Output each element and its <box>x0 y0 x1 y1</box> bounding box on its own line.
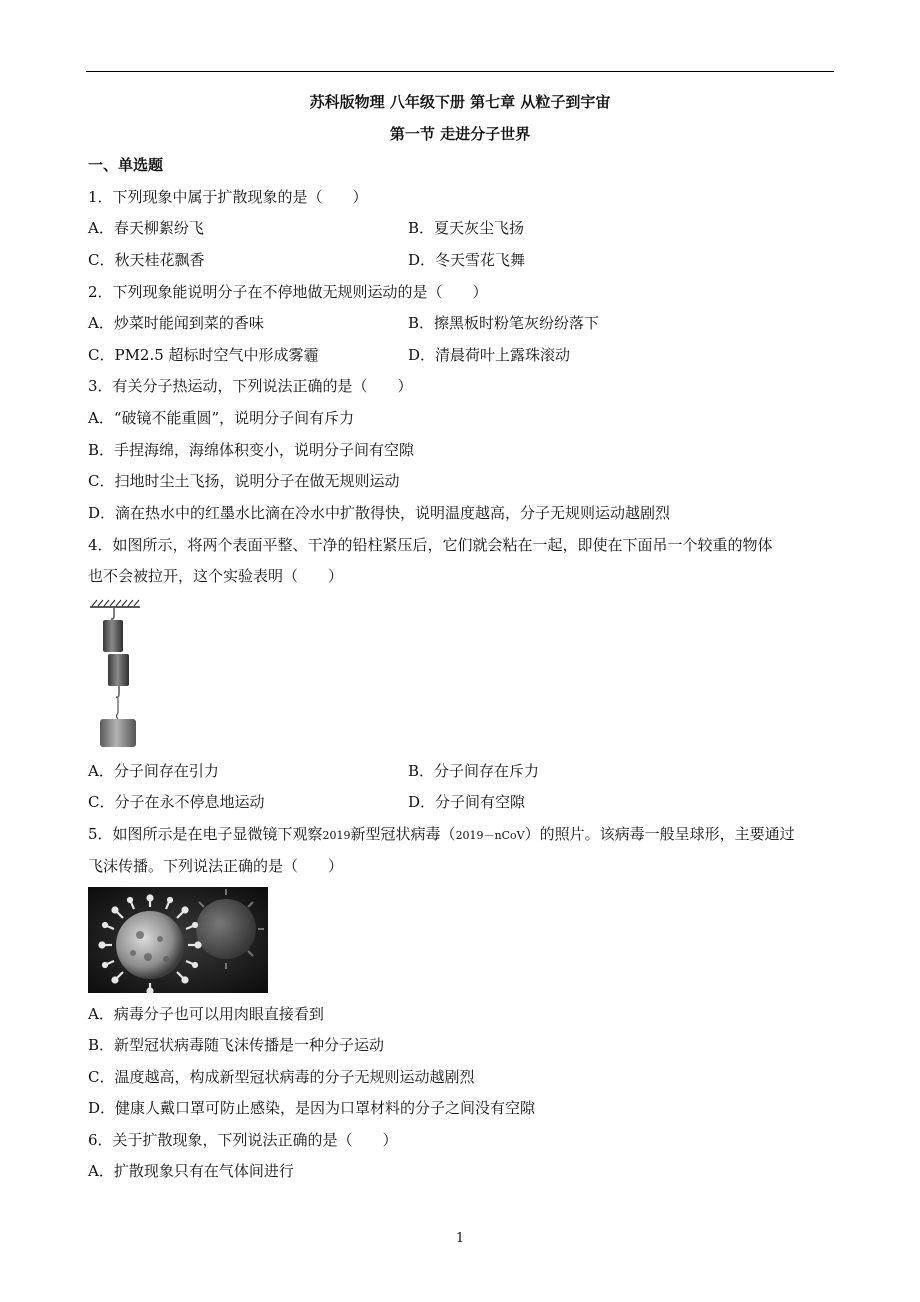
question-5-stem-line-1: 5．如图所示是在电子显微镜下观察2019新型冠状病毒（2019－nCoV）的照片。该病毒一般呈球形，主要通过 <box>88 825 795 843</box>
question-3-option-d: D．滴在热水中的红墨水比滴在冷水中扩散得快，说明温度越高，分子无规则运动越剧烈 <box>88 504 671 522</box>
page-number: 1 <box>455 1231 465 1246</box>
question-6-stem: 6．关于扩散现象，下列说法正确的是（ ） <box>88 1131 398 1149</box>
question-4-option-b: B．分子间存在斥力 <box>408 762 540 780</box>
question-5-option-d: D．健康人戴口罩可防止感染，是因为口罩材料的分子之间没有空隙 <box>88 1099 536 1117</box>
question-5-stem-line-2: 飞沫传播。下列说法正确的是（ ） <box>88 857 344 875</box>
question-1-option-b: B．夏天灰尘飞扬 <box>408 219 525 237</box>
question-3-option-a: A．“破镜不能重圆”，说明分子间有斥力 <box>88 409 355 427</box>
top-hook <box>111 608 114 619</box>
question-4-stem-line-2: 也不会被拉开，这个实验表明（ ） <box>88 567 344 585</box>
question-3-option-c: C．扫地时尘土飞扬，说明分子在做无规则运动 <box>88 472 400 490</box>
lead-cylinder-figure <box>88 598 148 750</box>
section-title: 第一节 走进分子世界 <box>389 125 531 143</box>
question-4-option-c: C．分子在永不停息地运动 <box>88 793 265 811</box>
virus-micrograph <box>88 887 268 993</box>
question-1-option-a: A．春天柳絮纷飞 <box>88 219 204 237</box>
question-4-option-a: A．分子间存在引力 <box>88 762 219 780</box>
question-3-option-b: B．手捏海绵，海绵体积变小，说明分子间有空隙 <box>88 441 415 459</box>
question-2-option-c: C．PM2.5 超标时空气中形成雾霾 <box>88 346 319 364</box>
question-6-option-a: A．扩散现象只有在气体间进行 <box>88 1162 294 1180</box>
question-5-option-b: B．新型冠状病毒随飞沫传播是一种分子运动 <box>88 1036 385 1054</box>
question-2-option-a: A．炒菜时能闻到菜的香味 <box>88 314 264 332</box>
question-2-option-b: B．擦黑板时粉笔灰纷纷落下 <box>408 314 600 332</box>
question-2-option-d: D．清晨荷叶上露珠滚动 <box>408 346 571 364</box>
question-1-option-d: D．冬天雪花飞舞 <box>408 251 526 269</box>
question-1-option-c: C．秋天桂花飘香 <box>88 251 205 269</box>
middle-hook <box>116 686 119 697</box>
header-rule <box>86 71 834 72</box>
ceiling-hatch <box>90 600 140 607</box>
upper-lead-cylinder <box>103 620 123 652</box>
question-1-stem: 1．下列现象中属于扩散现象的是（ ） <box>88 188 368 206</box>
document-title: 苏科版物理 八年级下册 第七章 从粒子到宇宙 <box>309 93 611 111</box>
lower-lead-cylinder <box>108 654 129 686</box>
question-4-option-d: D．分子间有空隙 <box>408 793 526 811</box>
section-heading: 一、单选题 <box>88 156 164 174</box>
question-2-stem: 2．下列现象能说明分子在不停地做无规则运动的是（ ） <box>88 283 488 301</box>
question-3-stem: 3．有关分子热运动，下列说法正确的是（ ） <box>88 377 413 395</box>
question-5-option-a: A．病毒分子也可以用肉眼直接看到 <box>88 1005 324 1023</box>
question-4-stem-line-1: 4．如图所示，将两个表面平整、干净的铅柱紧压后，它们就会粘在一起，即使在下面吊一个较重的物体 <box>88 536 773 554</box>
weight-hook <box>117 713 119 719</box>
heavy-weight <box>100 719 136 747</box>
question-5-option-c: C．温度越高，构成新型冠状病毒的分子无规则运动越剧烈 <box>88 1068 475 1086</box>
